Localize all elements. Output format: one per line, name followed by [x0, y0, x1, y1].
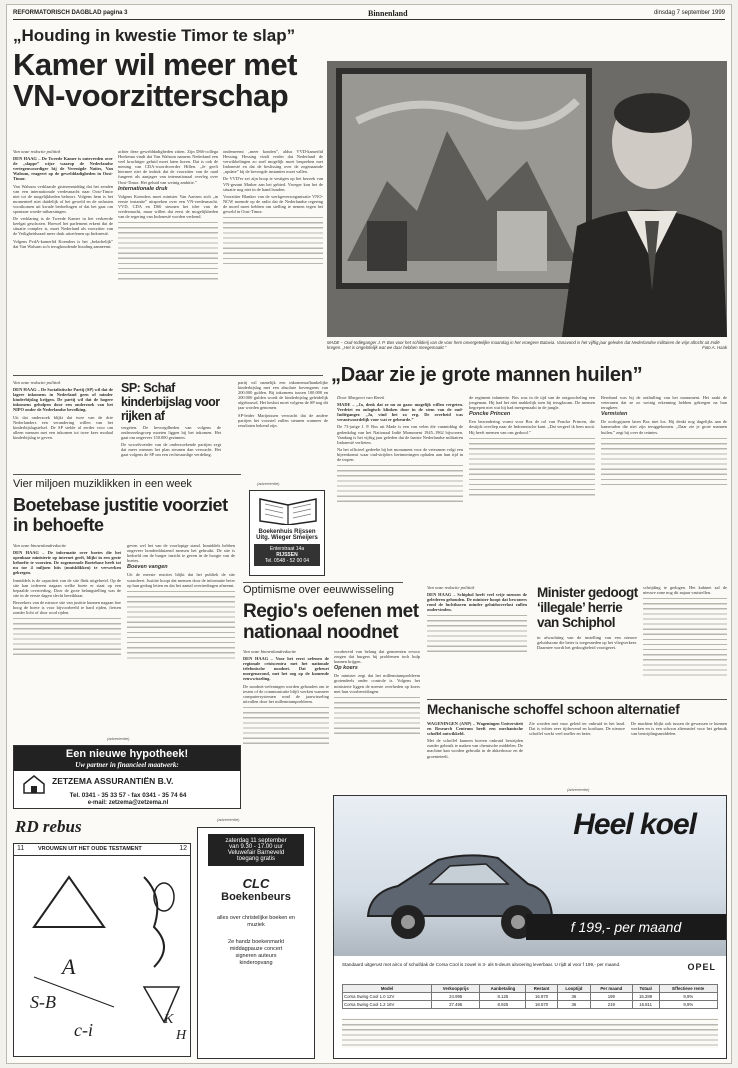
article7-col3-text: De machine blijkt ook tussen de gewassen te kunnen werken en is een schoon alternatief voor het gebruik van bestrijdingsmiddelen.	[631, 721, 727, 737]
ad2-title: Een nieuwe hypotheek!	[14, 746, 240, 761]
ad4-table-cell: 16.870	[526, 993, 557, 1001]
ad3-extra-3: signeren auteurs	[235, 953, 277, 959]
ad4-table-header-4: Looptijd	[557, 985, 590, 993]
article5-byline: Van onze binnenlandredactie	[243, 649, 297, 654]
article7-col1	[427, 721, 523, 781]
veteran-photo	[327, 61, 727, 337]
article5-col2-text: voorbereid van belang dat gemeenten ervoor zorgen dat burgers bij problemen toch hulp kunnen krijgen.	[334, 649, 420, 665]
ad4-table-header-2: Aanbetaling	[480, 985, 526, 993]
article3-col2	[127, 543, 235, 733]
article3-col1-filler	[13, 617, 121, 657]
article1-col3-filler	[223, 216, 323, 266]
book-icon	[250, 491, 326, 525]
ad4-table-cell: 8.925	[480, 1001, 526, 1009]
article7-col3	[631, 721, 727, 781]
article1-p2: De verklaring is de Tweede Kamer in het verkeerde keelgat geschoten. Hoewel het parlement erkent dat de situatie complex is, moet Nederland als voorzitter van de Veiligheidsraad meer druk uitoefenen op Indonesië.	[13, 216, 113, 237]
ad4-title: Heel koel	[573, 808, 696, 841]
article5-col2-filler	[334, 696, 420, 736]
ad4-price: f 199,- per maand	[526, 914, 726, 940]
article3-lead: DEN HAAG – De informatie over boetes die het openbaar ministerie op internet geeft, blijkt in een grote behoefte te voorzien. De zogenoemde Boetebase heeft tot nu toe 4 miljoen hits (muisklikken) te verwerken gekregen.	[13, 550, 121, 576]
article3-col2-filler	[127, 590, 235, 660]
ad4-table-cell: 36	[557, 993, 590, 1001]
section-name: Binnenland	[368, 9, 408, 18]
article1-subhead: Internationale druk	[118, 185, 168, 192]
article3-subhead: Boeven vangen	[127, 564, 168, 571]
article4-col2b-text: Een bezondering vormt voor Bos de rol van Poncke Princen, die destijds overliep naar de Indonesische kant. „Dat vergeef ik hem nooit. Hij heeft mensen van ons gedood.”	[469, 419, 595, 435]
photo-credit: Foto A. Haak	[702, 345, 727, 350]
article3-headline: Boetebase justitie voorziet in behoefte	[13, 495, 228, 535]
article5-col2b-text: De minister zegt dat het millenniumprobleem grotendeels onder controle is. Volgens het ministerie liggen de meeste overheden op koers met hun voorbereidingen.	[334, 673, 420, 694]
ad4-table-cell: 8.125	[480, 993, 526, 1001]
photo-caption-text: MADE – Oud-Indiëganger J. P. Bos voor het schilderij van de voor hem onvergetelijke maandag in het vroegere Batavia. Vanavond is het vijftig jaar geleden dat Nederlandse militairen de vrije aftocht uit Indië kregen. „Het is ongelofelijk wat we daar hebben meegemaakt.”	[327, 340, 720, 350]
article3-p1: Inmiddels is de capaciteit van de site flink uitgebreid. Op de site kan iedereen nagaan welke boete er staat op een bepaalde overtreding. Door de grote belangstelling was de site in de eerste dagen slecht bereikbaar.	[13, 577, 121, 598]
ad1-owner: Uitg. Wieger Smeijers	[256, 535, 318, 541]
article1-col2	[118, 149, 218, 371]
rebus-letter-2: S-B	[30, 992, 56, 1012]
ad4-table-header-0: Model	[343, 985, 432, 993]
rebus-letter-4: K	[164, 1012, 174, 1027]
article6-lead: DEN HAAG – Schiphol heeft veel vrije mensen de gelederen gehouden. De minister hoopt dat bewoners rond de luchthaven minder geluidsoverlast zullen ondervinden.	[427, 592, 527, 613]
ad3-date: zaterdag 11 september	[225, 838, 287, 844]
ad3-name: Boekenbeurs	[221, 891, 291, 903]
ad1-address: Enterstraat 14a	[269, 546, 305, 552]
ad4-table-header-5: Per maand	[590, 985, 632, 993]
article4-col2	[469, 395, 595, 567]
ad3-extra-1: 2e handz boekenmarkt	[228, 939, 284, 945]
article6-col3	[643, 585, 727, 695]
article3-byline: Van onze binnenlandredactie	[13, 543, 67, 548]
article4-col3b-text: De oorlogsjaren laten Bos niet los. Hij denkt nog dagelijks aan de kameraden die niet zijn teruggekomen. „Daar zie je grote mannen huilen,” zegt hij over de reünies.	[601, 419, 727, 435]
article4-col3-filler	[601, 437, 727, 487]
article2-text3: De woordvoerder van de onderzoekende partijen zegt dat meer mensen het plan steunen dan verwacht. Het gaat volgens de SP om een rechtvaardige verdeling.	[121, 442, 221, 458]
rebus-num-right: 12	[179, 845, 187, 852]
ad4-table-cell: 219	[590, 1001, 632, 1009]
ad3-extras	[212, 939, 300, 967]
ad1-box[interactable]	[249, 490, 325, 576]
article2-byline: Van onze redactie politiek	[13, 380, 61, 385]
article3-col2b-text: Uit de meeste reacties blijkt dat het publiek de site waardeert. Justitie hoopt dat mensen door de informatie beter op hun gedrag letten en dat het aantal overtredingen afneemt.	[127, 572, 235, 588]
rebus-header	[14, 844, 190, 856]
ad4-table-cell: 199	[590, 993, 632, 1001]
photo-caption	[327, 340, 727, 362]
article2-text4: partij wil namelijk een inkomensafhankelijke kinderbijslag met een absolute bovengrens van 200.000 gulden. Bij inkomens tussen 100.000 en 200.000 gulden wordt de kinderbijslag geleidelijk afgebouwd. Het besluit moet volgens de SP nog dit jaar worden genomen.	[238, 380, 328, 411]
ad2-subtitle: Uw partner in financieel maatwerk:	[14, 761, 240, 771]
ad4-table-cell: 18.570	[526, 1001, 557, 1009]
ad2-label: (advertentie)	[107, 736, 130, 741]
ad4-table-cell: Corsa Swing Cool 1.0 12V	[343, 993, 432, 1001]
article1-headline: Kamer wil meer met VN-voorzitterschap	[13, 47, 297, 113]
ad3-date-block	[208, 834, 304, 866]
article1-lead: DEN HAAG – De Tweede Kamer is ontevreden over de „slappe” wijze waarop de Nederlandse vertegenwoordiger bij de Verenigde Naties, Van Walsum, reageert op de gewelddadigheden in Oost-Timor.	[13, 156, 113, 182]
ad4-brand: OPEL	[687, 962, 716, 972]
ad1-shop: Boekenhuis Rijssen	[258, 529, 316, 535]
ad1-label: (advertentie)	[257, 481, 280, 486]
ad4-price-table	[342, 984, 718, 1009]
ad2-box[interactable]	[13, 745, 241, 809]
ad4-table-body	[343, 993, 718, 1009]
article4-lead: MADE – „Ja, denk dat ze nu zo gaaw mogelijk willen vergeten. Verdriet en onlogisch klinken door in de stem van de oud-Indiëganger. „Ja, vind het zo erg. De overheid was verantwoordelijk voor wat er gebeurde.”	[337, 402, 463, 423]
article6-col1-filler	[427, 614, 527, 654]
ad4-table-row	[343, 1001, 718, 1009]
ad4-table-row	[343, 993, 718, 1001]
article6-text2: schrijding te gedogen. Het kabinet zal de nieuwe zone nog dit najaar vaststellen.	[643, 585, 727, 596]
article6-headline: Minister gedoogt ‘illegale’ herrie van Schiphol	[537, 585, 638, 630]
article5-col1-filler	[243, 706, 329, 746]
divider-1	[13, 375, 323, 376]
article1-byline: Van onze redactie politiek	[13, 149, 61, 154]
article1-col3-text: onderneemt „meer konden”, aldus VVD-kamerlid Hessing. Hessing vindt verder dat Nederland de verwikkelingen zo snel mogelijk moet bespreken met Indonesië en dat de beslissing over de zogenaamde „update” bij de bevoegde instanties moet vallen.	[223, 149, 323, 175]
ad4-table-cell: 9,9%	[659, 993, 717, 1001]
article4-col2-filler	[469, 437, 595, 497]
ad4-footnote-lines	[342, 1018, 718, 1048]
divider-2	[13, 474, 241, 475]
ad3-offer: alles over christelijke boeken en muziek	[217, 915, 295, 928]
rebus-num-left: 11	[17, 845, 25, 852]
article2-text5: SP-leider Marijnissen verwacht dat de andere partijen het voorstel zullen steunen wanneer de resultaten bekend zijn.	[238, 412, 328, 428]
rebus-letter-5: H	[176, 1028, 187, 1043]
ad4-table-cell: Corsa Swing Cool 1.2 16V	[343, 1001, 432, 1009]
article2-text2: vergeten. De bevoegdheden van volgens de onderzoeksgroep moeten liggen bij het inkomen. Het gaat om ongeveer 150.000 gezinnen.	[121, 425, 221, 441]
ad3-time: van 9.30 - 17.00 uur	[229, 844, 283, 850]
article7-p1: Met de schoffel kunnen boeren onkruid bestrijden zonder gebruik te maken van chemische middelen. De machine kan worden gebruikt in de akkerbouw en de groenteteelt.	[427, 738, 523, 759]
divider-3	[243, 582, 403, 583]
divider-4	[427, 699, 727, 700]
ad3-label: (advertentie)	[217, 817, 240, 822]
article1-col2-filler	[118, 221, 218, 281]
ad4-visual	[334, 796, 726, 956]
ad4-box[interactable]	[333, 795, 727, 1059]
article3-kicker: Vier miljoen muziklikken in een week	[13, 478, 192, 490]
ad4-table-cell: 9,9%	[659, 1001, 717, 1009]
house-icon	[22, 774, 46, 794]
article3-col2-text: geven wel het van de voorlopige stand. Inmiddels hebben ongeveer honderdduizend mensen het gebruikt. De site is bedoeld om de burger inzicht te geven in de hoogte van de boetes.	[127, 543, 235, 564]
article6-col2	[537, 635, 637, 695]
article4-col2-text: de regiment infanterie. Bos was in de tijd van de ontgoocheling een jongeman. Hij had het niet makkelijk toen hij terugkwam. De mensen begrepen niet wat hij had meegemaakt in de jungle.	[469, 395, 595, 411]
article5-lead: DEN HAAG – Voor het eerst oefenen de regionale crisiscentra met het nationale telefonische noodnet. Dat gebeurt morgenavond, met het oog op de komende eeuwwisseling.	[243, 656, 329, 682]
masthead	[13, 8, 725, 20]
paper-name: REFORMATORISCH DAGBLAD pagina 3	[13, 10, 128, 16]
ad2-email: e-mail: zetzema@zetzema.nl	[87, 800, 169, 806]
ad4-table-cell: 27.495	[432, 1001, 480, 1009]
article1-col3b-text: De VVD'er zei zijn hoop te vestigen op het bezoek van VN-gezant Marker aan het gebied. Vroeger kon het de situatie nog niet in de hand houden.	[223, 176, 323, 192]
rebus-caption: VROUWEN UIT HET OUDE TESTAMENT	[38, 846, 142, 852]
article5-col1	[243, 649, 329, 767]
article4-headline: „Daar zie je grote mannen huilen”	[331, 364, 643, 386]
ad4-table-header-3: Restant	[526, 985, 557, 993]
article1-col3c-text: Voorzitter Blanker van de werkgeversorganisatie VNO-NCW noemde op de radio dat de Nederlandse regering de moed moet hebben om stelling te nemen tegen het geweld in Oost-Timor.	[223, 193, 323, 215]
article2-headline: SP: Schaf kinderbijslag voor rijken af	[121, 381, 220, 423]
ad4-table-header-6: Totaal	[632, 985, 659, 993]
ad1-city: RIJSSEN	[276, 552, 298, 558]
ad1-tel: Tel. 0548 - 52 00 04	[264, 558, 310, 564]
ad3-brand: CLC	[242, 876, 270, 891]
ad3-extra-2: middagpauze concert	[229, 946, 283, 952]
ad4-label: (advertentie)	[567, 787, 590, 792]
article2-lead: DEN HAAG – De Socialistische Partij (SP) wil dat de lagere inkomens in Nederland geen of minder kinderbijslag krijgen. De partij wil dat de hogere inkomens geholpen door een onderzoek van het NIPO onder de Nederlandse bevolking.	[13, 387, 113, 413]
ad4-table-cell: 15.289	[632, 993, 659, 1001]
newspaper-page	[6, 4, 732, 1064]
ad3-event: Veluwefair Barneveld	[227, 850, 285, 856]
rebus-letter-3: c-i	[74, 1020, 93, 1040]
ad4-table-header-1: Verkoopprijs	[432, 985, 480, 993]
article4-subhead2: Vermisten	[601, 411, 628, 418]
article5-p1: De noodnet-oefeningen worden gehouden om te testen of de communicatie blijft werken wanneer computersystemen rond de jaarwisseling uitvallen door het millenniumprobleem.	[243, 683, 329, 704]
article2-col2	[121, 425, 221, 470]
article2-col1	[13, 380, 113, 470]
rebus-letter-1: A	[62, 954, 76, 979]
ad3-box[interactable]	[197, 827, 315, 1059]
article2-text: Uit dat onderzoek blijkt dat twee van de drie Nederlanders een verandering willen van het kinderbijslagstelsel. De SP stelde al eerder voor om alleen mensen met een inkomen tot twee keer modaal kinderbijslag te geven.	[13, 414, 113, 440]
article1-col2b-text: Volgens Koenders moet minister Van Aartsen zich „in eerste instantie” uitspreken over een VN-vredesmacht. VVD, CDA en D66 steunen het idee van de vredesmacht, maar willen dat eerst de mogelijkheden van de regering van Indonesië worden verkend.	[118, 193, 218, 220]
ad4-fine: Standaard uitgerust met airco of schuifdak de Corsa Cool is zowel in 3- als 5-deurs uitvoering leverbaar. U rijdt al voor f 199,- per maand.	[342, 962, 621, 967]
ad2-contact: Tel. 0341 - 35 33 57 - fax 0341 - 35 74 64	[69, 792, 187, 799]
ad3-extra-4: kinderopvang	[239, 960, 273, 966]
article1-col1	[13, 149, 113, 371]
article7-col2	[529, 721, 625, 781]
article1-col3	[223, 149, 323, 371]
article7-col2-text: Zie worden met vuur geleid ter onkruid in het land. Dat is echter zeer tijdrovend en kostbaar. De nieuwe schoffel werkt veel sneller en beter.	[529, 721, 625, 737]
ad4-table-cell: 36	[557, 1001, 590, 1009]
ad4-table-cell: 16.811	[632, 1001, 659, 1009]
article2-col3	[238, 380, 328, 470]
ad4-table-header-row	[343, 985, 718, 993]
ad1-address-block	[254, 544, 320, 566]
article4-col1	[337, 395, 463, 567]
article4-col3	[601, 395, 727, 567]
ad3-entry: toegang gratis	[236, 856, 276, 862]
article5-kicker: Optimisme over eeuwwisseling	[243, 584, 394, 596]
article1-col2-text: achter deze gewelddadigheden zitten. Zijn D66-collega Hoekema vindt dat Van Walsum namens Nederland een veel krachtiger geluid moet laten horen. Dat is ook de mening van CDA-woordvoerder Hillen. „Je geeft hiermee niet de indruk dat de voorzitter van de raad fungeert als aanjager van internationaal overleg over Oost-Timor. Het geluid van weinig ambitie.”	[118, 149, 218, 185]
article1-p1: Van Walsum verklaarde gisterenmiddag dat het zenden van een internationale vredesmacht naar Oost-Timor niet tot de mogelijkheden behoort. Volgens hem is het momenteel niet duidelijk of het geweld en de onlusten voortkomen uit kwade bedoelingen of dat het gaat om spontane woede-uitbarstingen.	[13, 183, 113, 215]
article5-col2	[334, 649, 420, 767]
article7-lead: WAGENINGEN (ANP) – Wageningen Universiteit en Research Centrum heeft een mechanische schoffel ontwikkeld.	[427, 721, 523, 737]
article4-byline: Door Margreet van Breek	[337, 395, 385, 400]
article6-col1	[427, 585, 527, 695]
article6-text: in afwachting van de instelling van een nieuwe geluidszone die beter is toegesneden op het vliegverkeer. Daarmee wordt het gedoogbeleid voortgezet.	[537, 635, 637, 651]
article1-kicker: „Houding in kwestie Timor te slap”	[13, 26, 296, 45]
article6-byline: Van onze redactie politiek	[427, 585, 475, 590]
article1-p3: Volgens PvdA-kamerlid Koenders is het „belachelijk” dat Van Walsum zo'n terughoudende houding aanneemt.	[13, 238, 113, 249]
rebus-box	[13, 843, 191, 1057]
article3-col1	[13, 543, 121, 733]
article4-p1: De 73-jarige J. P. Bos uit Made is een van velen die vanmiddag de gedenkdag van het Nationaal Indië Monument 1945–1962 bijwonen. Vandaag is het vijftig jaar geleden dat de laatste Nederlandse militairen Indonesië verlieten.	[337, 424, 463, 445]
article5-subhead: Op koers	[334, 665, 358, 672]
article3-p2: Bezoekers van de nieuwe site van justitie kunnen nagaan hoe hoog de boete is voor bijvoorbeeld te hard rijden, fietsen zonder licht of door rood rijden.	[13, 599, 121, 616]
article4-p2: Na het officieel gedeelte bij het monument voor de veteranen volgt een bijeenkomst waar oud-strijders herinneringen ophalen aan hun tijd in de tropen.	[337, 446, 463, 463]
veteran-photo-svg	[327, 61, 727, 337]
page-date: dinsdag 7 september 1999	[653, 10, 725, 16]
ad2-company: ZETZEMA ASSURANTIËN B.V.	[52, 776, 174, 786]
article7-headline: Mechanische schoffel schoon alternatief	[427, 702, 680, 717]
article4-col1-filler	[337, 464, 463, 504]
article4-col3-text: Bernhard was bij de onthulling van het monument. Het raakt de veteranen dat ze zo weinig erkenning hebben gekregen na hun terugkeer.	[601, 395, 727, 411]
ad4-table-cell: 24.995	[432, 993, 480, 1001]
rebus-title: RD rebus	[15, 817, 82, 836]
article4-subhead1: Poncke Princen	[469, 411, 511, 418]
article6-col3-filler	[643, 597, 727, 677]
ad4-table-header-7: Effectieve rente	[659, 985, 717, 993]
article5-headline: Regio's oefenen met nationaal noodnet	[243, 601, 419, 643]
